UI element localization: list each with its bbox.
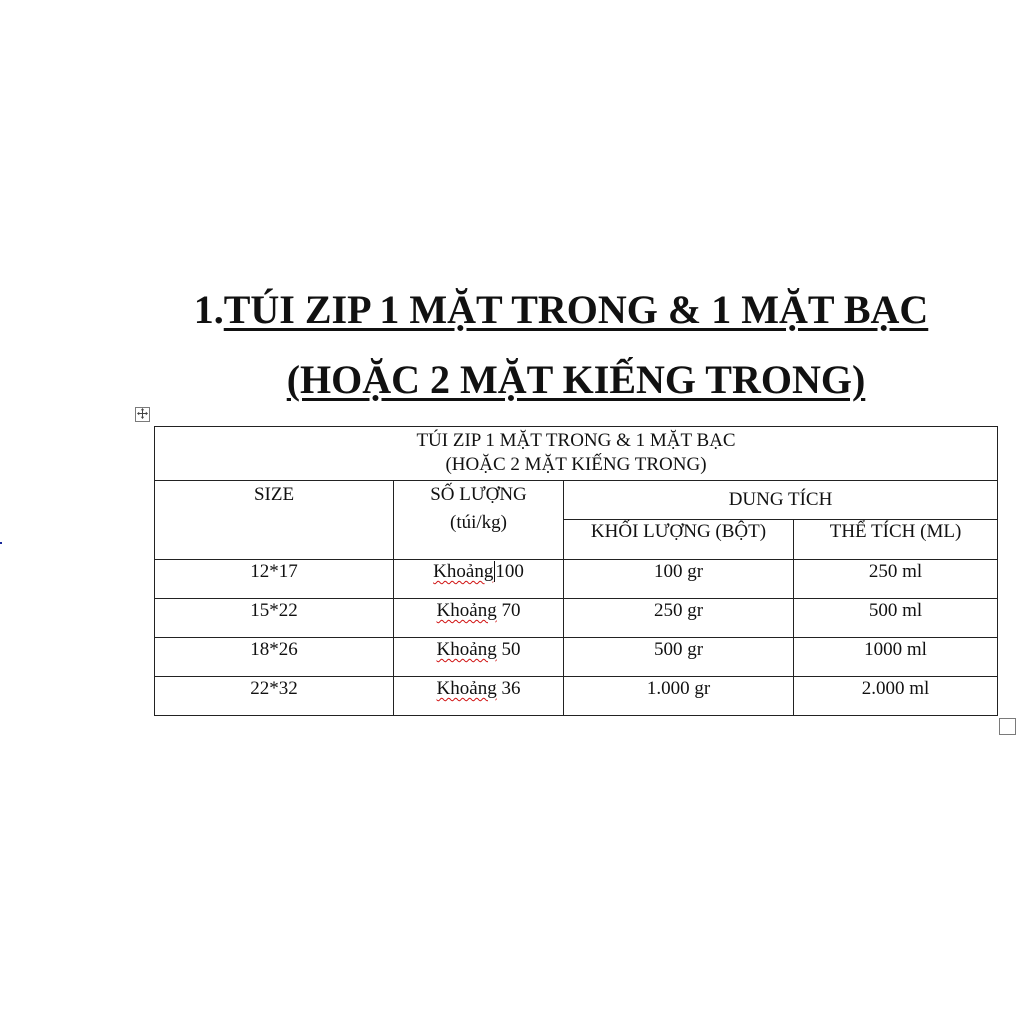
- header-capacity: DUNG TÍCH: [564, 481, 998, 520]
- cell-size: 22*32: [155, 677, 394, 716]
- cell-volume: 250 ml: [794, 560, 998, 599]
- title-subtitle: (HOẶC 2 MẶT KIẾNG TRONG): [286, 357, 866, 402]
- quantity-number: 100: [495, 561, 524, 582]
- quantity-number: 70: [501, 600, 521, 621]
- title-number: 1.: [193, 287, 224, 332]
- header-volume: THỂ TÍCH (ML): [794, 520, 998, 560]
- cell-size: 18*26: [155, 638, 394, 677]
- cell-size: 12*17: [155, 560, 394, 599]
- page-title-line-2: [0, 356, 1024, 404]
- cell-quantity: [394, 560, 564, 599]
- quantity-number: 36: [501, 678, 521, 699]
- cell-weight: 250 gr: [564, 599, 794, 638]
- quantity-word: Khoảng: [436, 600, 497, 621]
- table-caption: [155, 427, 998, 481]
- move-arrows-icon: [137, 406, 148, 424]
- caption-line-2: (HOẶC 2 MẶT KIẾNG TRONG): [445, 454, 707, 475]
- table-row: [155, 677, 998, 716]
- cell-quantity: [394, 599, 564, 638]
- cell-quantity: [394, 638, 564, 677]
- cell-volume: 2.000 ml: [794, 677, 998, 716]
- cell-size: 15*22: [155, 599, 394, 638]
- margin-marker: [0, 542, 2, 544]
- cell-weight: 500 gr: [564, 638, 794, 677]
- header-quantity-line-2: (túi/kg): [450, 512, 507, 533]
- caption-line-1: TÚI ZIP 1 MẶT TRONG & 1 MẶT BẠC: [416, 430, 736, 451]
- table-caption-row: [155, 427, 998, 481]
- header-quantity-line-1: SỐ LƯỢNG: [430, 484, 527, 505]
- quantity-word: Khoảng: [436, 678, 497, 699]
- table-row: [155, 560, 998, 599]
- cell-volume: 1000 ml: [794, 638, 998, 677]
- cell-quantity: [394, 677, 564, 716]
- table-header-row: [155, 481, 998, 520]
- header-weight: KHỐI LƯỢNG (BỘT): [564, 520, 794, 560]
- table-resize-handle[interactable]: [999, 718, 1016, 735]
- cell-weight: 100 gr: [564, 560, 794, 599]
- table-row: [155, 638, 998, 677]
- table-row: [155, 599, 998, 638]
- quantity-word: Khoảng: [436, 639, 497, 660]
- quantity-word: Khoảng: [433, 561, 494, 582]
- table-move-handle[interactable]: [135, 407, 150, 422]
- quantity-number: 50: [501, 639, 521, 660]
- title-main: TÚI ZIP 1 MẶT TRONG & 1 MẶT BẠC: [223, 287, 929, 332]
- page-title-line-1: [0, 286, 1024, 334]
- header-quantity: [394, 481, 564, 560]
- header-size: SIZE: [155, 481, 394, 560]
- cell-volume: 500 ml: [794, 599, 998, 638]
- cell-weight: 1.000 gr: [564, 677, 794, 716]
- size-spec-table: [154, 426, 998, 716]
